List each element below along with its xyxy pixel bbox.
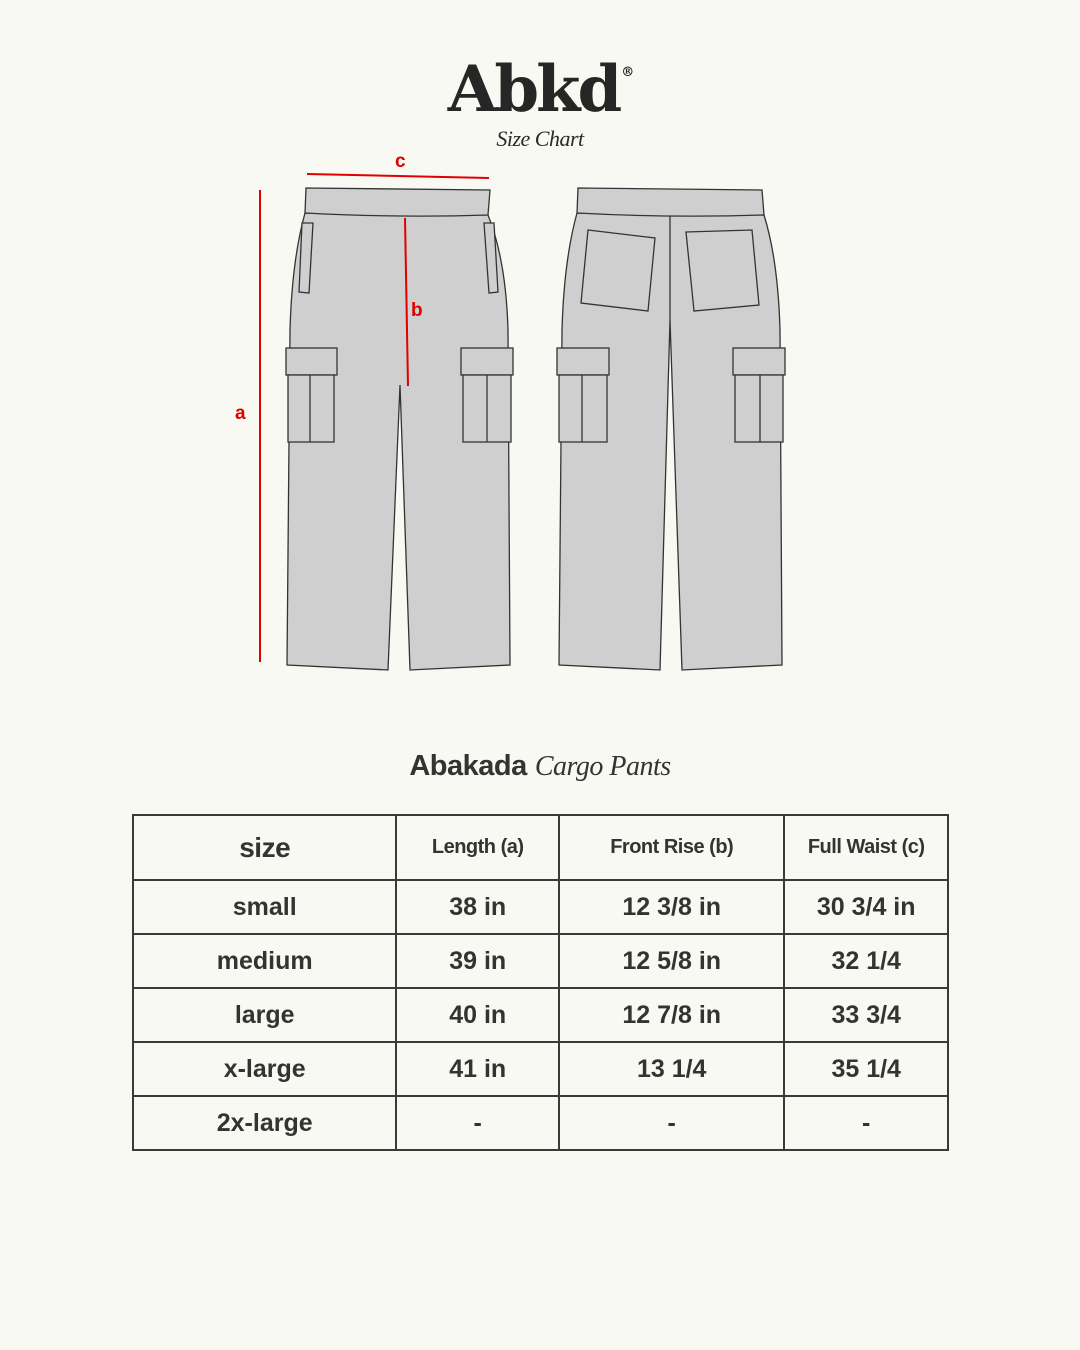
size-chart-subtitle: Size Chart <box>496 126 584 151</box>
length-cell: 38 in <box>396 880 559 934</box>
table-row <box>133 988 948 1042</box>
header-size: size <box>133 815 396 880</box>
waist-cell: - <box>784 1096 948 1150</box>
back-left-pocket <box>581 230 655 311</box>
back-left-cargo-flap <box>557 348 609 375</box>
header-length: Length (a) <box>396 815 559 880</box>
waist-line <box>307 174 489 178</box>
table-row <box>133 1096 948 1150</box>
front-view <box>286 188 513 670</box>
length-cell: 41 in <box>396 1042 559 1096</box>
size-cell: small <box>133 880 396 934</box>
label-a: a <box>235 403 246 424</box>
header-full-waist: Full Waist (c) <box>784 815 948 880</box>
brand-logo: Abkd ® <box>447 52 635 127</box>
length-cell: 40 in <box>396 988 559 1042</box>
waist-cell: 32 1/4 <box>784 934 948 988</box>
waist-cell: 33 3/4 <box>784 988 948 1042</box>
length-cell: 39 in <box>396 934 559 988</box>
table-row <box>133 934 948 988</box>
header-front-rise: Front Rise (b) <box>559 815 784 880</box>
front-left-cargo-flap <box>286 348 337 375</box>
product-name: Abakada <box>409 750 527 782</box>
back-waistband <box>577 188 764 216</box>
front-waistband <box>305 188 490 216</box>
back-view <box>557 188 785 670</box>
rise-cell: 12 3/8 in <box>559 880 784 934</box>
table-header <box>133 815 948 880</box>
rise-cell: 12 5/8 in <box>559 934 784 988</box>
waist-cell: 35 1/4 <box>784 1042 948 1096</box>
label-b: b <box>411 300 423 321</box>
back-right-cargo-flap <box>733 348 785 375</box>
front-left-cargo-pocket <box>288 375 334 442</box>
waist-cell: 30 3/4 in <box>784 880 948 934</box>
registered-mark: ® <box>621 65 635 80</box>
table-row <box>133 880 948 934</box>
size-table <box>132 814 949 1151</box>
table-row <box>133 1042 948 1096</box>
size-cell: x-large <box>133 1042 396 1096</box>
size-cell: large <box>133 988 396 1042</box>
rise-cell: 12 7/8 in <box>559 988 784 1042</box>
back-right-pocket <box>686 230 759 311</box>
product-title <box>0 750 1080 783</box>
length-cell: - <box>396 1096 559 1150</box>
rise-cell: 13 1/4 <box>559 1042 784 1096</box>
product-type: Cargo Pants <box>534 751 671 782</box>
label-c: c <box>395 151 406 172</box>
size-cell: 2x-large <box>133 1096 396 1150</box>
rise-cell: - <box>559 1096 784 1150</box>
size-cell: medium <box>133 934 396 988</box>
front-right-cargo-flap <box>461 348 513 375</box>
